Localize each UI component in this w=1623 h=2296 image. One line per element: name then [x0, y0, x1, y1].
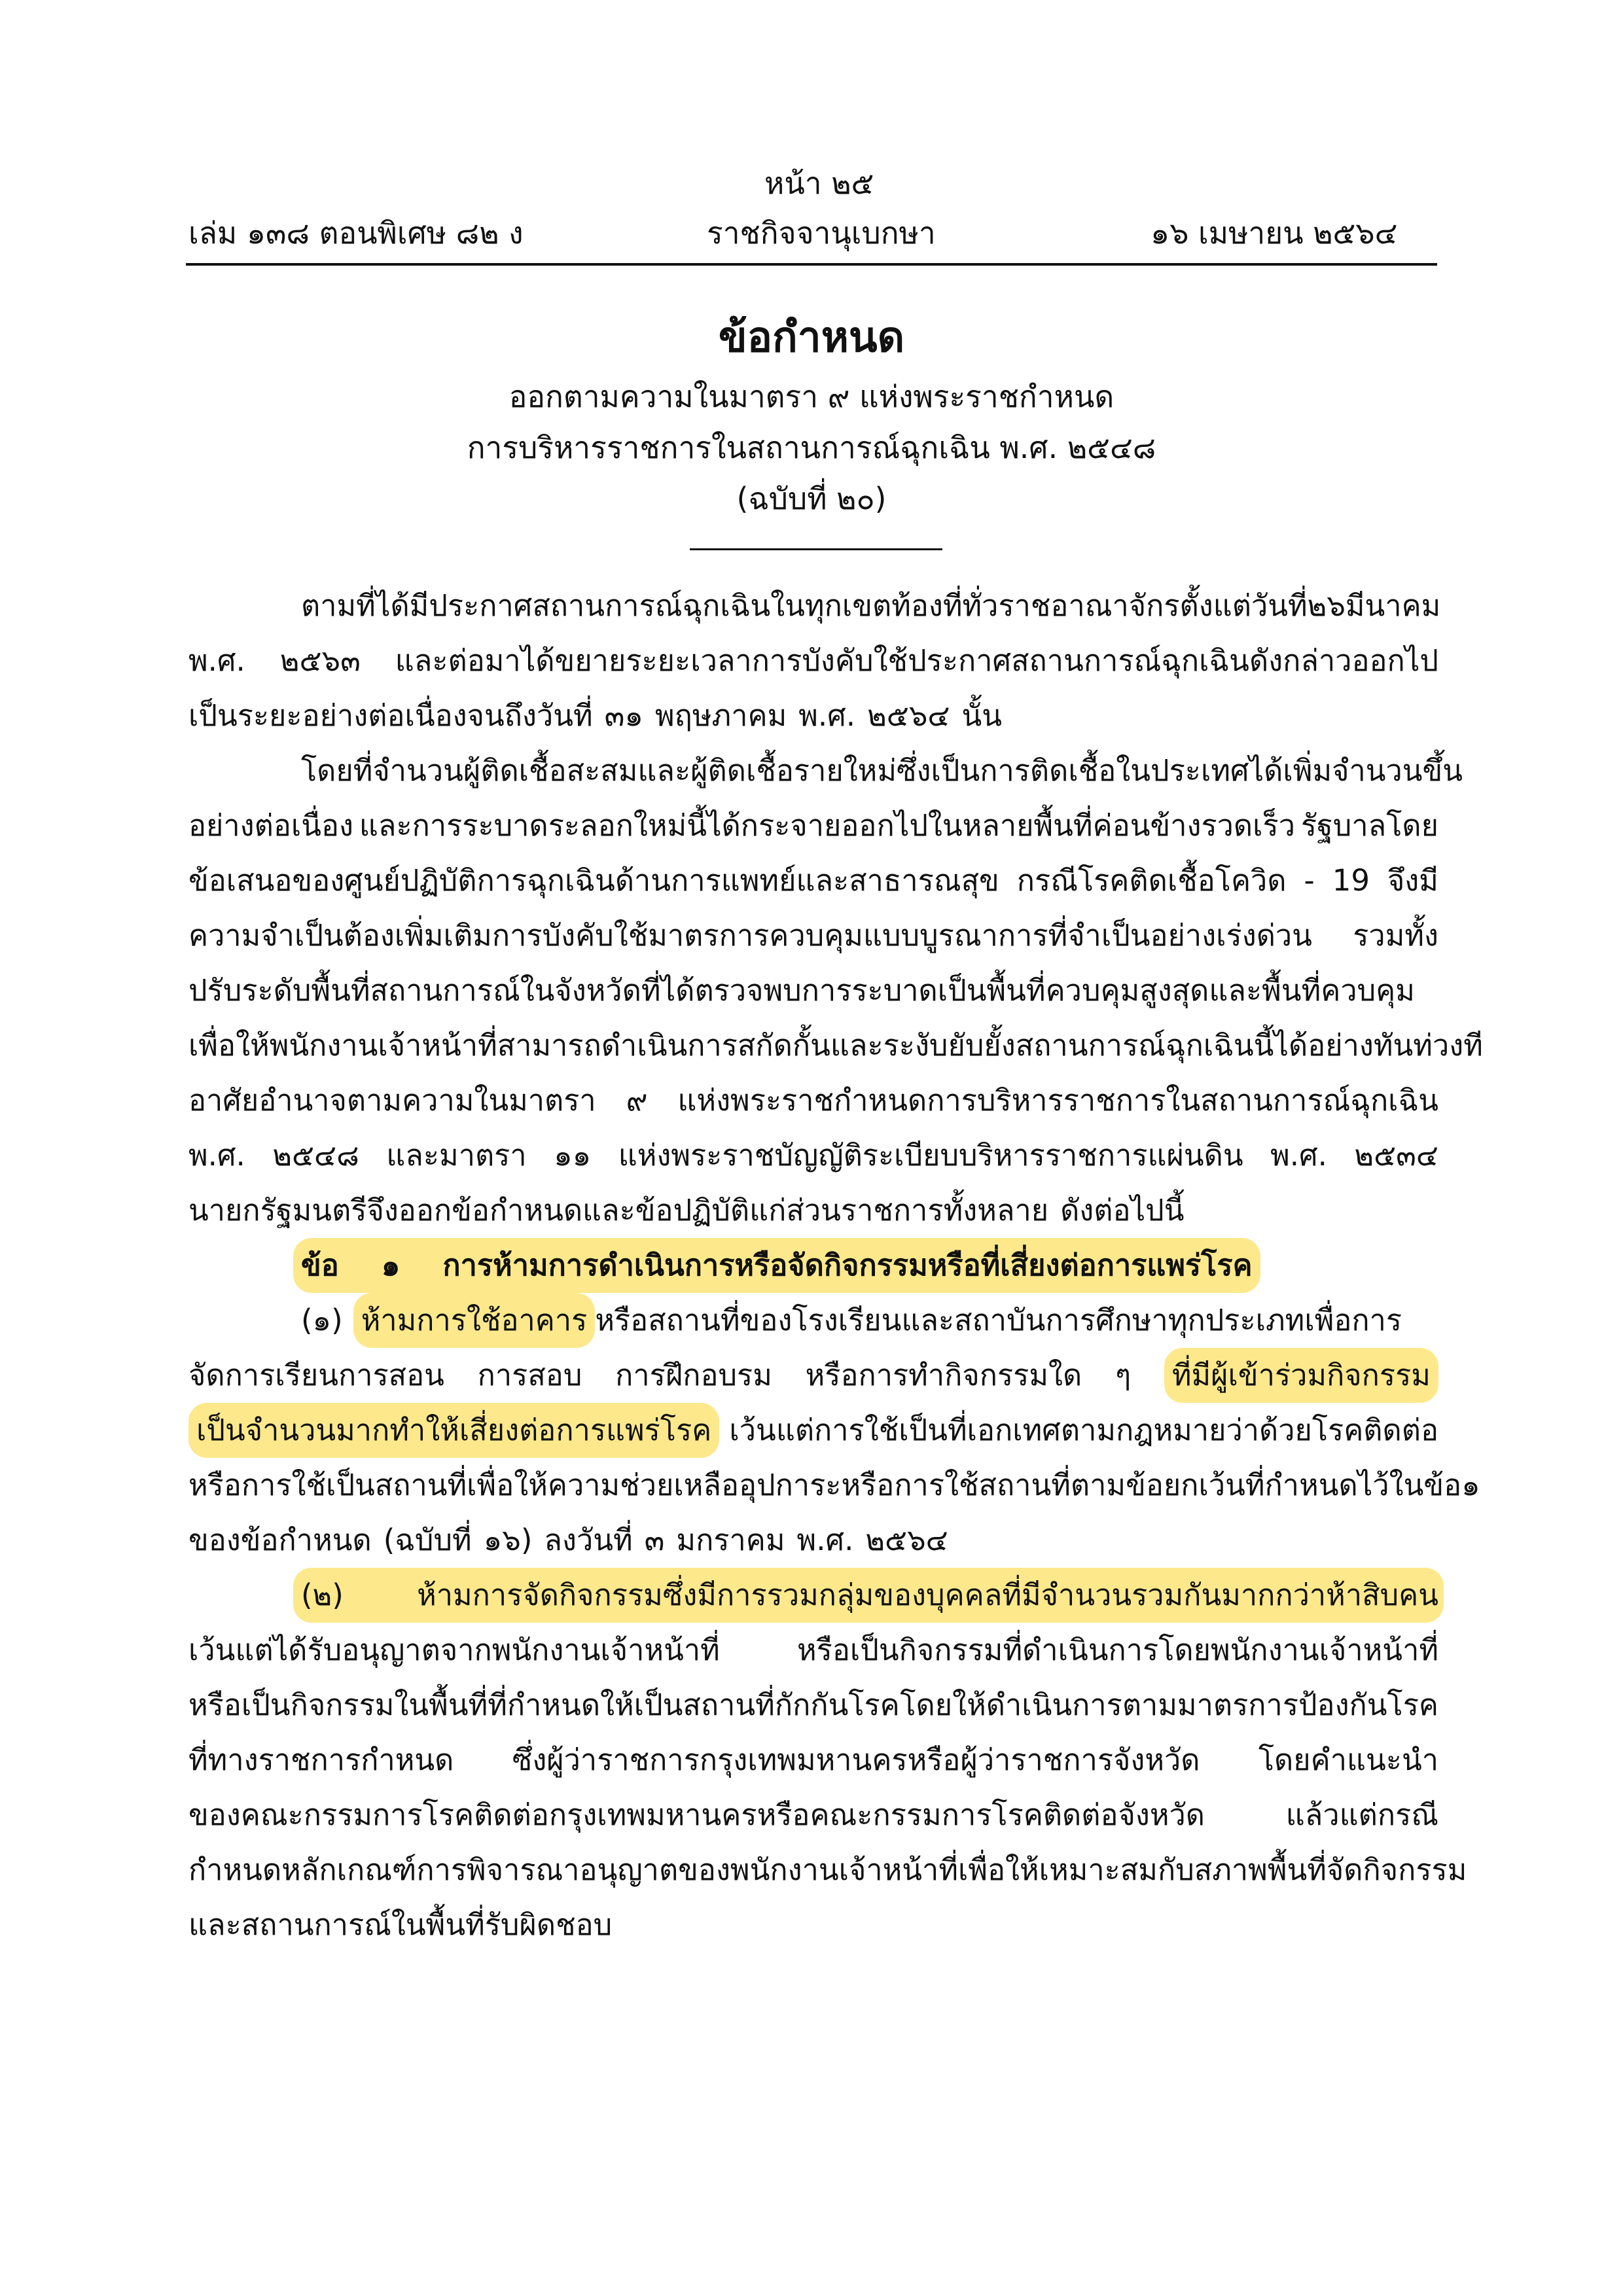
item-line: [188, 1348, 1438, 1403]
highlight: ที่มีผู้เข้าร่วมกิจกรรม: [1164, 1348, 1438, 1403]
header-rule: [186, 263, 1437, 266]
text-run: การสอบ: [477, 1358, 582, 1392]
text-run: รวมทั้ง: [1353, 918, 1438, 953]
text-run: 19: [1332, 863, 1370, 898]
text-run: มกราคม: [676, 1523, 785, 1557]
text-run: การห้ามการดำเนินการหรือจัดกิจกรรมหรือที่เสี่ยงต่อการแพร่โรค: [442, 1248, 1253, 1282]
item-line: [188, 1458, 1480, 1513]
text-run: หรือเป็นกิจกรรมที่ดำเนินการโดยพนักงานเจ้าหน้าที่: [797, 1633, 1438, 1667]
text-run: มีนาคม: [1345, 588, 1441, 623]
text-run: -: [1304, 863, 1315, 898]
paragraph-line: [188, 1183, 1438, 1238]
text-run: พ.ศ.: [796, 1523, 854, 1557]
text-run: พฤษภาคม: [654, 698, 787, 733]
text-run: ของคณะกรรมการโรคติดต่อกรุงเทพมหานครหรือคณะกรรมการโรคติดต่อจังหวัด: [188, 1797, 1205, 1832]
text-run: ลงวันที่: [544, 1523, 633, 1557]
text-run: นั้น: [961, 698, 1002, 733]
highlight: เป็นจำนวนมากทำให้เสี่ยงต่อการแพร่โรค: [188, 1403, 719, 1458]
text-run: ๆ: [1115, 1358, 1132, 1392]
text-run: และมาตรา: [386, 1138, 527, 1173]
clause-heading: [188, 1238, 1438, 1293]
text-run: ห้ามการจัดกิจกรรมซึ่งมีการรวมกลุ่มของบุคคลที่มีจำนวนรวมกันมากกว่าห้าสิบคน: [417, 1578, 1438, 1612]
paragraph-line: [188, 853, 1438, 908]
text-run: ๒๕๖๔: [867, 698, 950, 733]
highlight: ห้ามการใช้อาคาร: [353, 1293, 596, 1348]
text-run: พ.ศ.: [1270, 1138, 1327, 1173]
text-run: กรณีโรคติดเชื้อโควิด: [1016, 863, 1287, 898]
item-line: [188, 1513, 1438, 1568]
publish-date: ๑๖ เมษายน ๒๕๖๔: [1150, 215, 1398, 251]
item-line: [188, 1733, 1438, 1788]
paragraph-line: [188, 963, 1438, 1018]
text-run: และการระบาดระลอกใหม่นี้ได้กระจายออกไปในหลายพื้นที่ค่อนข้างรวดเร็ว: [359, 808, 1295, 843]
item-line: [188, 1678, 1438, 1733]
item-line: [188, 1898, 1438, 1952]
subtitle-line-1: ออกตามความในมาตรา ๙ แห่งพระราชกำหนด: [508, 379, 1115, 414]
text-run: หรือการใช้เป็นสถานที่เพื่อให้ความช่วยเหลืออุปการะ: [188, 1468, 842, 1502]
paragraph-line: [188, 1128, 1438, 1183]
text-run: (ฉบับที่: [383, 1523, 472, 1557]
text-run: เป็นระยะอย่างต่อเนื่องจนถึงวันที่: [188, 698, 593, 733]
text-run: โดยคำแนะนำ: [1258, 1742, 1438, 1777]
text-run: อาศัยอำนาจตามความในมาตรา: [188, 1083, 596, 1118]
text-run: เว้นแต่ได้รับอนุญาตจากพนักงานเจ้าหน้าที่: [188, 1633, 720, 1667]
text-run: ๑๑: [554, 1138, 592, 1173]
text-run: ๒๕๖๓: [279, 643, 361, 678]
text-run: โดยให้ดำเนินการตามมาตรการป้องกันโรค: [900, 1687, 1438, 1722]
paragraph-line: [188, 578, 1441, 633]
text-run: และสถานการณ์ในพื้นที่รับผิดชอบ: [188, 1907, 613, 1942]
clause-heading-highlight: [293, 1238, 1260, 1293]
paragraph-line: [188, 798, 1438, 853]
text-run: เพื่อให้พนักงานเจ้าหน้าที่สามารถดำเนินการสกัดกั้นและระงับยับยั้งสถานการณ์ฉุกเฉินนี้ได้อย่างทันท่วงที: [188, 1028, 1483, 1063]
text-run: รัฐบาลโดย: [1300, 808, 1438, 843]
paragraph-line: [188, 1073, 1438, 1128]
text-run: ๑: [381, 1248, 401, 1282]
text-run: แห่งพระราชกำหนดการบริหารราชการในสถานการณ์ฉุกเฉิน: [677, 1083, 1438, 1118]
text-run: ๑: [1461, 1468, 1480, 1502]
text-run: โดยที่จำนวนผู้ติดเชื้อสะสมและผู้ติดเชื้อรายใหม่ซึ่งเป็นการติดเชื้อในประเทศได้เพิ่มจำนวนขึ้น: [301, 753, 1463, 788]
text-run: ๒๕๖๔: [865, 1523, 948, 1557]
text-run: (๑): [301, 1303, 343, 1337]
item-line: [188, 1293, 1438, 1348]
text-run: ที่ทางราชการกำหนด: [188, 1742, 454, 1777]
text-run: ตามที่ได้มีประกาศสถานการณ์ฉุกเฉินในทุกเขตท้องที่ทั่วราชอาณาจักรตั้งแต่วันที่: [301, 588, 1308, 623]
paragraph-line: [188, 908, 1438, 963]
volume-info: เล่ม ๑๓๘ ตอนพิเศษ ๘๒ ง: [188, 215, 524, 251]
text-run: หรือเป็นกิจกรรมในพื้นที่ที่กำหนดให้เป็นสถานที่กักกันโรค: [188, 1687, 900, 1722]
item-line: [188, 1788, 1438, 1843]
text-run: ๓: [644, 1523, 665, 1557]
text-run: ข้อ: [301, 1248, 339, 1282]
text-run: พ.ศ.: [798, 698, 856, 733]
text-run: นายกรัฐมนตรีจึงออกข้อกำหนดและข้อปฏิบัติแก่ส่วนราชการทั้งหลาย: [188, 1193, 1049, 1227]
text-run: และต่อมาได้ขยายระยะเวลาการบังคับใช้ประกาศสถานการณ์ฉุกเฉินดังกล่าวออกไป: [395, 643, 1438, 678]
item-line: [188, 1623, 1438, 1678]
paragraph-line: [188, 1018, 1483, 1073]
item-line-highlighted: [293, 1568, 1444, 1623]
text-run: ๑๖): [483, 1523, 533, 1557]
text-run: (๒): [301, 1578, 344, 1612]
text-run: ๓๑: [604, 698, 643, 733]
subtitle-line-2: การบริหารราชการในสถานการณ์ฉุกเฉิน พ.ศ. ๒๕๔๘: [467, 430, 1156, 465]
text-run: ความจำเป็นต้องเพิ่มเติมการบังคับใช้มาตรการควบคุมแบบบูรณาการที่จำเป็นอย่างเร่งด่วน: [188, 918, 1312, 953]
text-run: ดังต่อไปนี้: [1060, 1193, 1185, 1227]
document-title: ข้อกำหนด: [718, 313, 905, 362]
text-run: การฝึกอบรม: [615, 1358, 772, 1392]
paragraph-line: [188, 743, 1463, 798]
text-run: อย่างต่อเนื่อง: [188, 808, 354, 843]
subtitle-line-3: (ฉบับที่ ๒๐): [736, 481, 887, 516]
text-run: พ.ศ.: [188, 1138, 245, 1173]
text-run: เว้นแต่การใช้เป็นที่เอกเทศตามกฎหมายว่าด้วยโรคติดต่อ: [729, 1413, 1438, 1447]
text-run: ๒๖: [1307, 588, 1346, 623]
text-run: หรือสถานที่ของโรงเรียนและสถาบันการศึกษาทุกประเภทเพื่อการ: [595, 1303, 1402, 1337]
paragraph-line: [188, 633, 1438, 688]
gazette-name: ราชกิจจานุเบกษา: [707, 215, 936, 251]
page-number: หน้า ๒๕: [764, 166, 874, 201]
text-run: แห่งพระราชบัญญัติระเบียบบริหารราชการแผ่นดิน: [618, 1138, 1243, 1173]
text-run: ปรับระดับพื้นที่สถานการณ์ในจังหวัดที่ได้ตรวจพบการระบาดเป็นพื้นที่ควบคุมสูงสุดและพื้นที่ควบคุม: [188, 973, 1415, 1008]
paragraph-line: [188, 688, 1438, 743]
text-run: พ.ศ.: [188, 643, 245, 678]
text-run: ๒๕๔๘: [272, 1138, 359, 1173]
text-run: ๙: [626, 1083, 648, 1118]
text-run: จึงมี: [1387, 863, 1438, 898]
item-line: [188, 1403, 1438, 1458]
title-rule: [690, 548, 942, 550]
document-body: [188, 578, 1483, 1952]
text-run: ข้อเสนอของศูนย์ปฏิบัติการฉุกเฉินด้านการแพทย์และสาธารณสุข: [188, 863, 999, 898]
text-run: แล้วแต่กรณี: [1285, 1797, 1438, 1832]
text-run: จัดการเรียนการสอน: [188, 1358, 444, 1392]
text-run: ของข้อกำหนด: [188, 1523, 372, 1557]
text-run: หรือการทำกิจกรรมใด: [805, 1358, 1082, 1392]
text-run: ซึ่งผู้ว่าราชการกรุงเทพมหานครหรือผู้ว่าราชการจังหวัด: [512, 1742, 1200, 1777]
text-run: กำหนดหลักเกณฑ์การพิจารณาอนุญาตของพนักงานเจ้าหน้าที่เพื่อให้เหมาะสมกับสภาพพื้นที่จัดกิจกรรม: [188, 1852, 1467, 1887]
text-run: ๒๕๓๔: [1354, 1138, 1438, 1173]
item-line: [188, 1843, 1467, 1898]
text-run: หรือการใช้สถานที่ตามข้อยกเว้นที่กำหนดไว้ในข้อ: [841, 1468, 1462, 1502]
